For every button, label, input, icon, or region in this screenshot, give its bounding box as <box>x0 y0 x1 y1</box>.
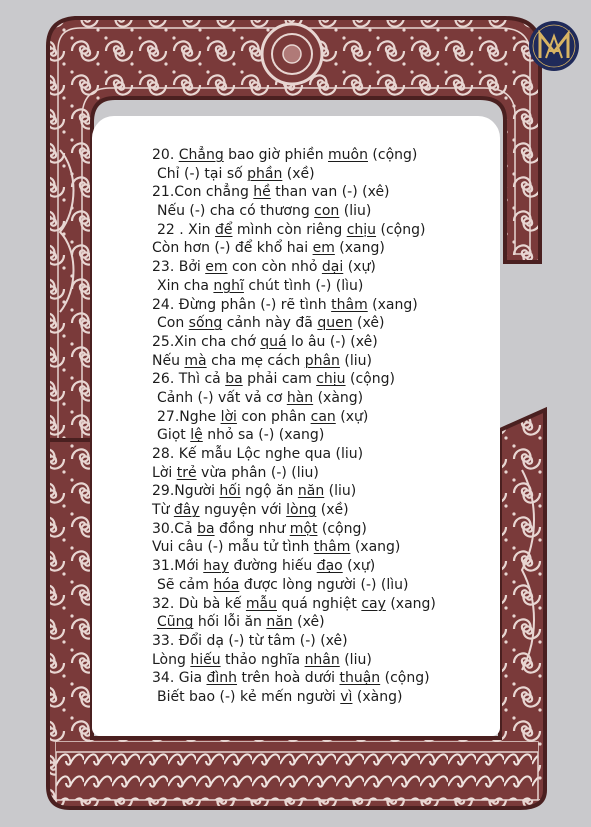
lyric-line <box>152 464 452 483</box>
lyric-text: (xự) <box>335 408 369 425</box>
lyric-text: Từ <box>152 502 174 519</box>
underlined-word: lệ <box>190 427 203 444</box>
underlined-word: cay <box>361 595 386 612</box>
lyric-text: 27.Nghe <box>157 408 221 425</box>
lyric-text: vừa phân (-) (liu) <box>196 464 319 481</box>
lyric-line <box>152 576 452 595</box>
lyric-text: (xàng) <box>313 389 364 406</box>
lyric-line <box>152 482 452 501</box>
underlined-word: em <box>205 259 228 276</box>
lyric-text: nguyện với <box>199 502 287 519</box>
underlined-word: dại <box>321 259 344 276</box>
lyric-line <box>152 333 452 352</box>
lyric-line <box>152 557 452 576</box>
lyrics-text <box>152 146 452 707</box>
lyric-line <box>152 632 452 651</box>
underlined-word: nhân <box>304 651 340 668</box>
lyric-text: 28. Kế mẫu Lộc nghe qua (liu) <box>152 446 364 462</box>
lyric-line <box>152 296 452 315</box>
lyric-text: thảo nghĩa <box>220 651 305 668</box>
underlined-word: đạo <box>316 558 343 575</box>
lyric-text: 20. <box>152 147 179 163</box>
lyric-line <box>152 370 452 389</box>
lyric-text: nhỏ sa (-) (xang) <box>202 427 325 444</box>
lyric-text: bao giờ phiền <box>223 147 329 163</box>
lyric-text: 30.Cả <box>152 520 198 537</box>
underlined-word: phần <box>247 165 283 182</box>
lyric-text: 29.Người <box>152 483 220 500</box>
underlined-word: thuận <box>339 670 381 687</box>
lyric-text: Con <box>157 315 189 332</box>
underlined-word: hay <box>203 558 229 575</box>
lyric-text: (xang) <box>350 539 401 556</box>
lyric-line <box>152 445 452 464</box>
underlined-word: hóa <box>213 576 240 593</box>
underlined-word: năn <box>297 483 325 500</box>
lyric-text: cảnh này đã <box>222 315 318 332</box>
lyric-text: 24. Đừng phân (-) rẽ tình <box>152 296 332 313</box>
underlined-word: chịu <box>316 371 346 388</box>
lyric-line <box>152 651 452 670</box>
underlined-word: hề <box>253 184 271 201</box>
lyric-line <box>152 669 452 688</box>
lyric-text: 32. Dù bà kế <box>152 595 246 612</box>
underlined-word: can <box>310 408 336 425</box>
lyric-text: 34. Gia <box>152 670 207 687</box>
lyric-line <box>152 408 452 427</box>
lyric-text: Còn hơn (-) để khổ hai <box>152 240 313 257</box>
underlined-word: hàn <box>286 389 314 406</box>
underlined-word: lời <box>220 408 237 425</box>
lyric-text: 22 . Xin <box>157 221 215 238</box>
lyric-text: 23. Bởi <box>152 259 206 276</box>
lyric-text: Chỉ (-) tại số <box>157 165 248 182</box>
underlined-word: đình <box>206 670 238 687</box>
lyric-text: (liu) <box>324 483 357 500</box>
underlined-word: sống <box>188 315 223 332</box>
lyric-text: (liu) <box>339 203 372 220</box>
underlined-word: thâm <box>331 296 368 313</box>
underlined-word: đây <box>173 502 200 519</box>
lyric-text: (xê) <box>292 614 325 631</box>
lyric-text: (xự) <box>342 558 376 575</box>
lyric-line <box>152 688 452 707</box>
lyric-text: con còn nhỏ <box>227 259 322 276</box>
lyric-text: trên hoà dưới <box>237 670 340 687</box>
lyric-text: Xin cha <box>157 277 214 294</box>
lyric-text: đường hiếu <box>229 558 317 575</box>
underlined-word: con <box>314 203 340 220</box>
lyric-text: (xang) <box>334 240 385 257</box>
lyric-line <box>152 613 452 632</box>
lyric-line <box>152 146 452 165</box>
lyric-text: đồng như <box>214 520 290 537</box>
lyric-line <box>152 165 452 184</box>
underlined-word: chịu <box>346 221 377 238</box>
lyric-text: cha mẹ cách <box>206 352 305 369</box>
lyric-line <box>152 426 452 445</box>
lyric-text: Giọt <box>157 427 191 444</box>
underlined-word: để <box>214 221 233 238</box>
lyric-line <box>152 595 452 614</box>
underlined-word: mẫu <box>245 595 277 612</box>
lyric-text: (xự) <box>343 259 376 276</box>
lyric-line <box>152 221 452 240</box>
lyric-text: Cảnh (-) vất vả cơ <box>157 389 287 406</box>
lyric-text: (liu) <box>339 352 372 369</box>
lyric-text: (xê) <box>352 315 385 332</box>
underlined-word: phân <box>304 352 340 369</box>
lyric-line <box>152 258 452 277</box>
underlined-word: Chẳng <box>178 147 224 163</box>
lyric-text: than van (-) (xê) <box>270 184 390 201</box>
underlined-word: mà <box>184 352 207 369</box>
lyric-text: 26. Thì cả <box>152 371 226 388</box>
lyric-text: phải cam <box>242 371 317 388</box>
lyric-text: được lòng người (-) (lìu) <box>239 576 409 593</box>
underlined-word: Cũng <box>157 614 194 631</box>
lyric-text: (cộng) <box>376 221 426 238</box>
underlined-word: một <box>289 520 318 537</box>
lyric-text: (liu) <box>339 651 372 668</box>
underlined-word: vì <box>340 688 353 705</box>
lyric-text: (xề) <box>316 502 349 519</box>
lyric-text: 25.Xin cha chớ <box>152 333 261 350</box>
lyric-text: (xề) <box>282 165 315 182</box>
lyric-text: Lòng <box>152 651 191 668</box>
lyric-text: 33. Đổi dạ (-) từ tâm (-) (xê) <box>152 632 348 649</box>
lyric-line <box>152 389 452 408</box>
lyric-text: con phân <box>236 408 311 425</box>
lyric-text: 21.Con chẳng <box>152 184 254 201</box>
underlined-word: ba <box>225 371 243 388</box>
lyric-text: (xàng) <box>352 688 403 705</box>
underlined-word: thâm <box>313 539 351 556</box>
lyric-text: (cộng) <box>380 670 430 687</box>
lyric-line <box>152 501 452 520</box>
lyric-line <box>152 538 452 557</box>
underlined-word: nghĩ <box>213 277 244 294</box>
underlined-word: em <box>312 240 335 257</box>
monogram-logo-icon <box>528 20 580 72</box>
lyric-text: (xang) <box>367 296 418 313</box>
lyric-text: Biết bao (-) kẻ mến người <box>157 688 341 705</box>
lyric-line <box>152 183 452 202</box>
lyric-text: lo âu (-) (xê) <box>286 333 378 350</box>
lyric-text: Sẽ cảm <box>157 576 214 593</box>
lyric-text: (cộng) <box>345 371 395 388</box>
lyric-text: (cộng) <box>317 520 367 537</box>
lyric-text: Vui câu (-) mẫu tử tình <box>152 539 314 556</box>
lyric-line <box>152 314 452 333</box>
lyric-line <box>152 352 452 371</box>
lyric-text: quá nghiệt <box>277 595 362 612</box>
lyric-line <box>152 239 452 258</box>
underlined-word: quen <box>317 315 353 332</box>
underlined-word: quá <box>260 333 287 350</box>
lyric-text: (cộng) <box>367 147 418 163</box>
underlined-word: ba <box>197 520 215 537</box>
lyric-text: 31.Mới <box>152 558 204 575</box>
lyric-text: hối lỗi ăn <box>193 614 267 631</box>
lyric-text: chút tình (-) (lìu) <box>243 277 364 294</box>
underlined-word: năn <box>266 614 293 631</box>
underlined-word: trẻ <box>176 464 197 481</box>
underlined-word: hiếu <box>190 651 221 668</box>
lyric-line <box>152 202 452 221</box>
underlined-word: lòng <box>286 502 317 519</box>
lyric-text: (xang) <box>385 595 436 612</box>
underlined-word: muôn <box>328 147 368 163</box>
lyric-text: ngộ ăn <box>240 483 298 500</box>
underlined-word: hối <box>219 483 241 500</box>
lyric-line <box>152 277 452 296</box>
lyric-line <box>152 520 452 539</box>
lyric-text: Nếu <box>152 352 185 369</box>
lyric-text: Nếu (-) cha có thương <box>157 203 315 220</box>
lyric-text: Lời <box>152 464 177 481</box>
lyric-text: mình còn riêng <box>232 221 347 238</box>
